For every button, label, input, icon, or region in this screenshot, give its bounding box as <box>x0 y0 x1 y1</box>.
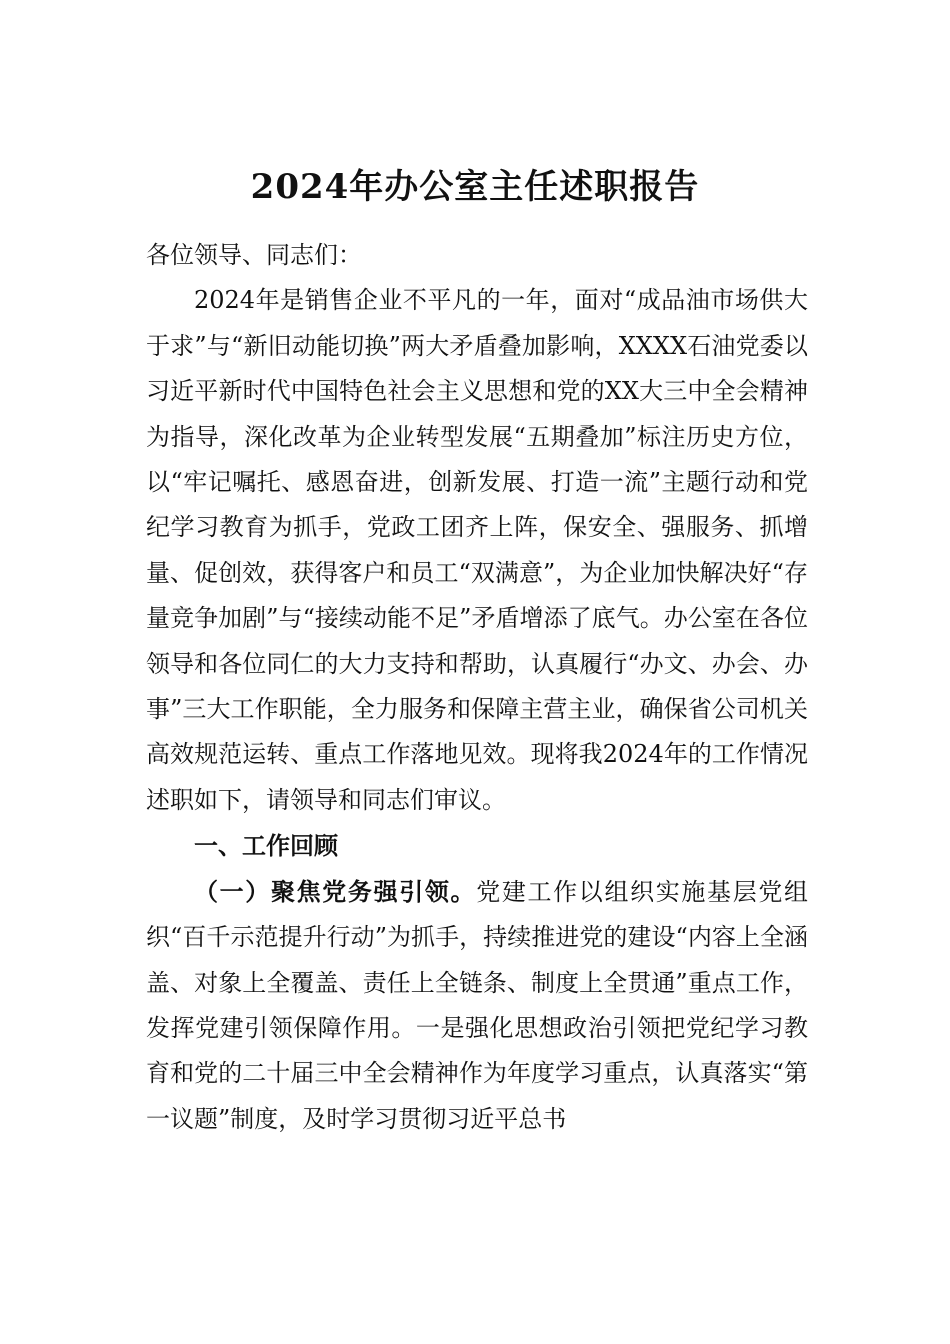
section-heading: 一、工作回顾 <box>194 831 338 861</box>
greeting: 各位领导、同志们： <box>146 241 362 269</box>
subsection-paragraph <box>146 869 808 1142</box>
subsection-text: 党建工作以组织实施基层党组织“百千示范提升行动”为抓手，持续推进党的建设“内容上全涵盖、对象上全覆盖、责任上全链条、制度上全贯通”重点工作，发挥党建引领保障作用。一是强化思想政治引领把党纪学习教育和党的二十届三中全会精神作为年度学习重点，认真落实“第一议题”制度，及时学习贯彻习近平总书 <box>146 877 809 1133</box>
document-body <box>146 233 808 1142</box>
subsection-heading: （一）聚焦党务强引领。 <box>194 876 477 906</box>
intro-paragraph: 2024年是销售企业不平凡的一年，面对“成品油市场供大于求”与“新旧动能切换”两大矛盾叠加影响，XXXX石油党委以习近平新时代中国特色社会主义思想和党的XX大三中全会精神为指导，深化改革为企业转型发展“五期叠加”标注历史方位，以“牢记嘱托、感恩奋进，创新发展、打造一流”主题行动和党纪学习教育为抓手，党政工团齐上阵，保安全、强服务、抓增量、促创效，获得客户和员工“双满意”，为企业加快解决好“存量竞争加剧”与“接续动能不足”矛盾增添了底气。办公室在各位领导和各位同仁的大力支持和帮助，认真履行“办文、办会、办事”三大工作职能，全力服务和保障主营主业，确保省公司机关高效规范运转、重点工作落地见效。现将我2024年的工作情况述职如下，请领导和同志们审议。 <box>146 286 808 814</box>
document-title: 2024年办公室主任述职报告 <box>250 167 700 207</box>
